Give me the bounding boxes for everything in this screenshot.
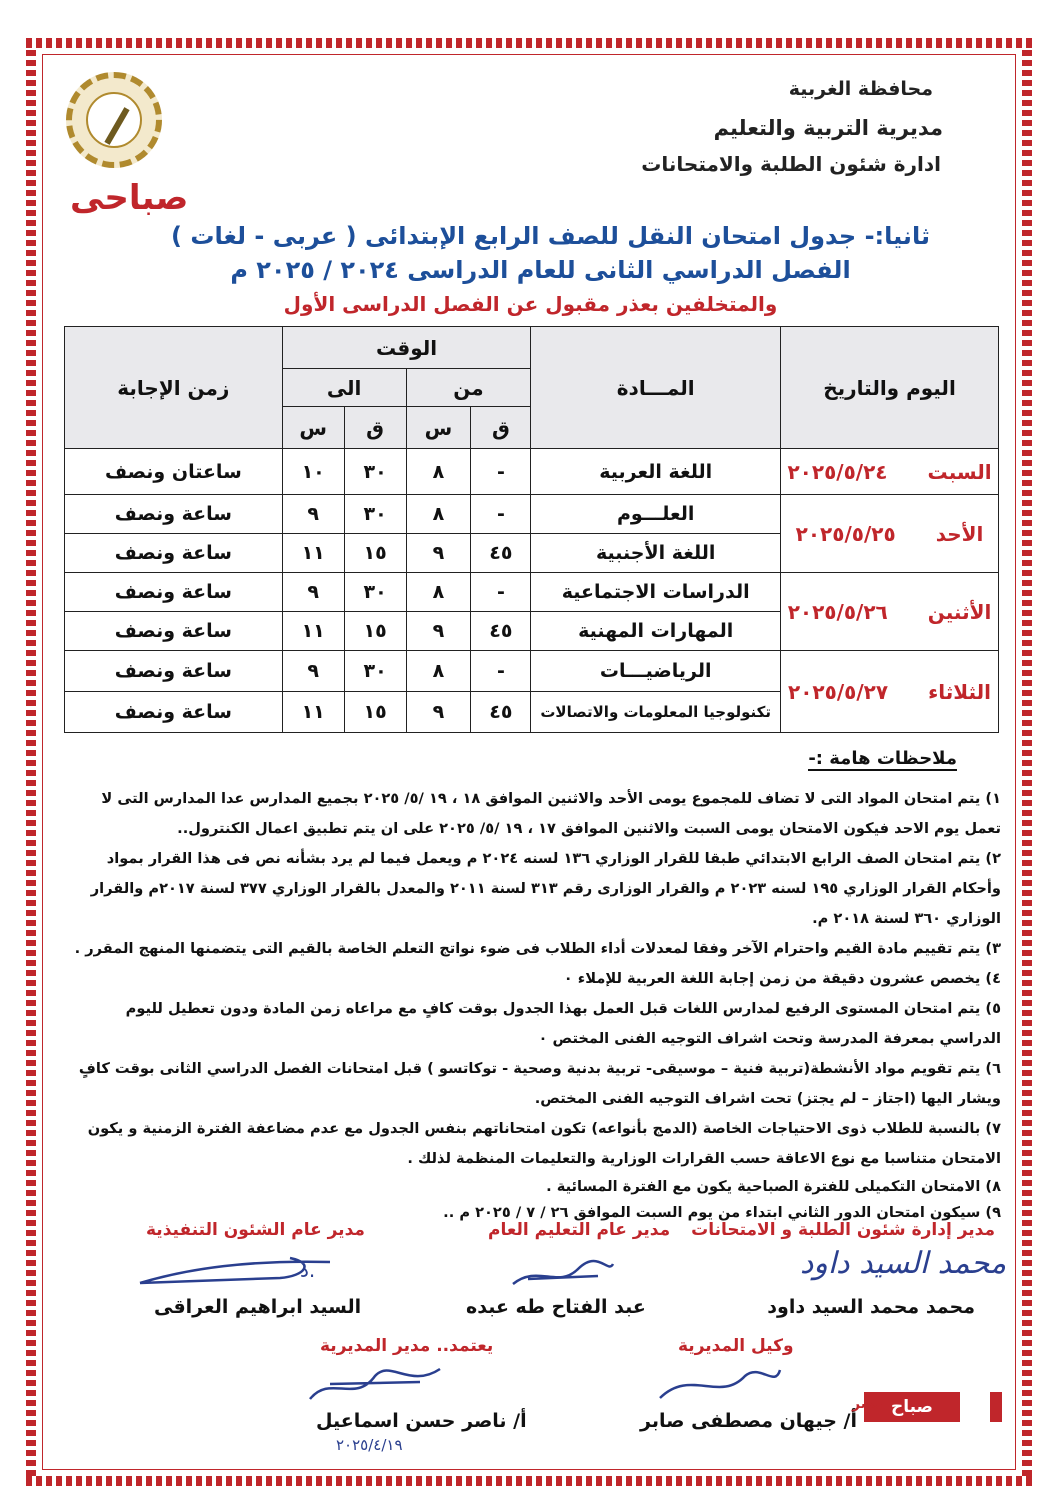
notes-list <box>60 784 1001 1226</box>
subject-cell: اللغة الأجنبية <box>531 534 781 573</box>
handwritten-signature-5 <box>300 1354 450 1414</box>
header-to: الى <box>282 369 406 407</box>
to-hour-cell: ١٠ <box>282 449 344 495</box>
note-item: ٦) يتم تقويم مواد الأنشطة(تربية فنية – موسيقى- تربية بدنية وصحية - توكاتسو ) قبل امتحانات الفصل الدراسي الثانى بوقت كافٍ ويشار اليها (اجتاز – لم يجتز) تحت اشراف التوجيه الفنى المختص. <box>78 1060 1001 1107</box>
to-hour-cell: ١١ <box>282 534 344 573</box>
header-from-hour: س <box>406 407 471 449</box>
governorate-logo <box>66 72 162 168</box>
handwritten-signature-4 <box>650 1358 790 1408</box>
title-line-2: الفصل الدراسي الثانى للعام الدراسى ٢٠٢٤ / ٢٠٢٥ م <box>230 256 851 284</box>
from-hour-cell: ٨ <box>406 651 471 692</box>
day-date: ٢٠٢٥/٥/٢٧ <box>788 679 889 704</box>
from-hour-cell: ٩ <box>406 612 471 651</box>
header-from-minute: ق <box>471 407 531 449</box>
from-minute-cell: - <box>471 651 531 692</box>
day-name: الثلاثاء <box>928 679 992 704</box>
to-minute-cell: ١٥ <box>344 612 406 651</box>
header-duration: زمن الإجابة <box>65 327 283 449</box>
from-minute-cell: - <box>471 449 531 495</box>
to-minute-cell: ٣٠ <box>344 651 406 692</box>
duration-cell: ساعة ونصف <box>65 495 283 534</box>
notes-title: ملاحظات هامة :- <box>808 748 957 769</box>
header-subject: المـــادة <box>531 327 781 449</box>
to-hour-cell: ٩ <box>282 573 344 612</box>
to-minute-cell: ٣٠ <box>344 573 406 612</box>
duration-cell: ساعة ونصف <box>65 651 283 692</box>
signature-date: ٢٠٢٥/٤/١٩ <box>336 1436 403 1454</box>
day-date-cell <box>781 449 999 495</box>
title-line-1: ثانيا:- جدول امتحان النقل للصف الرابع الإبتدائى ( عربى - لغات ) <box>171 222 930 250</box>
day-date: ٢٠٢٥/٥/٢٤ <box>787 459 888 484</box>
signature-title-director: يعتمد.. مدير المديرية <box>320 1336 494 1356</box>
from-minute-cell: - <box>471 495 531 534</box>
from-minute-cell: ٤٥ <box>471 534 531 573</box>
day-name: الأحد <box>935 521 984 546</box>
header-time: الوقت <box>282 327 531 369</box>
brand-name: صباح <box>864 1392 960 1422</box>
header-to-hour: س <box>282 407 344 449</box>
governorate-label: محافظة الغربية <box>788 78 933 100</box>
from-hour-cell: ٩ <box>406 692 471 733</box>
duration-cell: ساعة ونصف <box>65 534 283 573</box>
from-hour-cell: ٨ <box>406 495 471 534</box>
signature-prefix: د. <box>300 1258 316 1282</box>
from-hour-cell: ٨ <box>406 573 471 612</box>
signature-name-general-education: عبد الفتاح طه عبده <box>466 1296 646 1318</box>
to-hour-cell: ٩ <box>282 651 344 692</box>
handwritten-signature-3 <box>130 1248 350 1292</box>
day-date: ٢٠٢٥/٥/٢٦ <box>787 599 888 624</box>
note-item: ٣) يتم تقييم مادة القيم واحترام الآخر وفقا لمعدلات أداء الطلاب فى ضوء نواتج التعلم الخاصة بالقيم التى يتضمنها المنهج المقرر . <box>74 940 1001 957</box>
header-from: من <box>406 369 531 407</box>
to-minute-cell: ١٥ <box>344 534 406 573</box>
signature-title-deputy: وكيل المديرية <box>678 1336 794 1356</box>
day-date: ٢٠٢٥/٥/٢٥ <box>795 521 896 546</box>
signature-title-executive-affairs: مدير عام الشئون التنفيذية <box>146 1220 365 1240</box>
from-hour-cell: ٨ <box>406 449 471 495</box>
table-row <box>65 651 999 692</box>
handwritten-signature-2 <box>508 1254 618 1294</box>
signature-name-executive-affairs: السيد ابراهيم العراقى <box>154 1296 362 1318</box>
from-hour-cell: ٩ <box>406 534 471 573</box>
exam-schedule-table <box>64 326 999 733</box>
note-item: ٨) الامتحان التكميلى للفترة الصباحية يكون مع الفترة المسائية . <box>546 1178 1001 1195</box>
directorate-label: مديرية التربية والتعليم <box>713 116 943 140</box>
handwritten-signature-1: محمد السيد داود <box>800 1246 1007 1281</box>
subject-cell: الرياضيـــات <box>531 651 781 692</box>
to-hour-cell: ٩ <box>282 495 344 534</box>
day-name: السبت <box>927 459 992 484</box>
title-line-3: والمتخلفين بعذر مقبول عن الفصل الدراسى الأول <box>283 292 778 316</box>
duration-cell: ساعتان ونصف <box>65 449 283 495</box>
duration-cell: ساعة ونصف <box>65 612 283 651</box>
subject-cell: اللغة العربية <box>531 449 781 495</box>
day-date-cell <box>781 651 999 733</box>
day-date-cell <box>781 573 999 651</box>
duration-cell: ساعة ونصف <box>65 692 283 733</box>
signature-name-director: أ/ ناصر حسن اسماعيل <box>316 1410 527 1432</box>
note-item: ١) يتم امتحان المواد التى لا تضاف للمجموع يومى الأحد والاثنين الموافق ١٨ ، ١٩ /٥/ ٢٠٢٥ بجميع المدارس عدا المدارس التى لا تعمل يوم الاحد فيكون الامتحان يومى السبت والاثنين الموافق ١٧ ، ١٩ /٥/ ٢٠٢٥ على ان يتم تطبيق اعمال الكنترول.. <box>101 790 1001 837</box>
to-hour-cell: ١١ <box>282 692 344 733</box>
subject-cell: الدراسات الاجتماعية <box>531 573 781 612</box>
note-item: ٥) يتم امتحان المستوى الرفيع لمدارس اللغات قبل العمل بهذا الجدول بوقت كافٍ مع مراعاه زمن المادة ودون تعطيل لليوم الدراسي بمعرفة المدرسة وتحت اشراف التوجيه الفنى المختص ٠ <box>125 1000 1001 1047</box>
day-date-cell <box>781 495 999 573</box>
from-minute-cell: ٤٥ <box>471 612 531 651</box>
from-minute-cell: - <box>471 573 531 612</box>
subject-cell: المهارات المهنية <box>531 612 781 651</box>
note-item: ٤) يخصص عشرون دقيقة من زمن إجابة اللغة العربية للإملاء ٠ <box>563 970 1001 987</box>
from-minute-cell: ٤٥ <box>471 692 531 733</box>
note-item: ٢) يتم امتحان الصف الرابع الابتدائي طبقا للقرار الوزاري ١٣٦ لسنه ٢٠٢٤ م ويعمل فيما لم يرد بشأنه نص فى هذا القرار بمواد وأحكام القرار الوزاري ١٩٥ لسنه ٢٠٢٣ م والقرار الوزارى رقم ٣١٣ لسنة ٢٠١١ والمعدل بالقرار الوزاري ٣٧٧ لسنة ٢٠١٧م والقرار الوزاري ٣٦٠ لسنة ٢٠١٨ م. <box>90 850 1001 927</box>
to-minute-cell: ٣٠ <box>344 449 406 495</box>
note-item: ٩) سيكون امتحان الدور الثاني ابتداء من يوم السبت الموافق ٢٦ / ٧ / ٢٠٢٥ م .. <box>443 1204 1001 1221</box>
to-minute-cell: ١٥ <box>344 692 406 733</box>
brand-watermark <box>852 1392 1002 1422</box>
signature-title-students-affairs: مدير إدارة شئون الطلبة و الامتحانات <box>691 1220 995 1240</box>
signature-name-deputy: أ/ جيهان مصطفى صابر <box>640 1410 857 1432</box>
header-to-minute: ق <box>344 407 406 449</box>
to-hour-cell: ١١ <box>282 612 344 651</box>
signature-name-students-affairs: محمد محمد السيد داود <box>767 1296 975 1318</box>
table-row <box>65 573 999 612</box>
table-row <box>65 449 999 495</box>
table-row <box>65 495 999 534</box>
day-name: الأثنين <box>927 599 992 624</box>
subject-cell: العلـــوم <box>531 495 781 534</box>
to-minute-cell: ٣٠ <box>344 495 406 534</box>
signature-title-general-education: مدير عام التعليم العام <box>488 1220 671 1240</box>
header-day-date: اليوم والتاريخ <box>781 327 999 449</box>
shift-label: صباحى <box>70 178 189 218</box>
brand-suffix: مصر <box>852 1396 884 1412</box>
subject-cell: تكنولوجيا المعلومات والاتصالات <box>531 692 781 733</box>
note-item: ٧) بالنسبة للطلاب ذوى الاحتياجات الخاصة (الدمج بأنواعه) تكون امتحاناتهم بنفس الجدول مع عدم مضاعفة الفترة الزمنية و يكون الامتحان متناسبا مع نوع الاعاقة حسب القرارات الوزارية والتعليمات المنظمة لذلك . <box>87 1120 1001 1167</box>
department-label: ادارة شئون الطلبة والامتحانات <box>641 152 941 176</box>
duration-cell: ساعة ونصف <box>65 573 283 612</box>
